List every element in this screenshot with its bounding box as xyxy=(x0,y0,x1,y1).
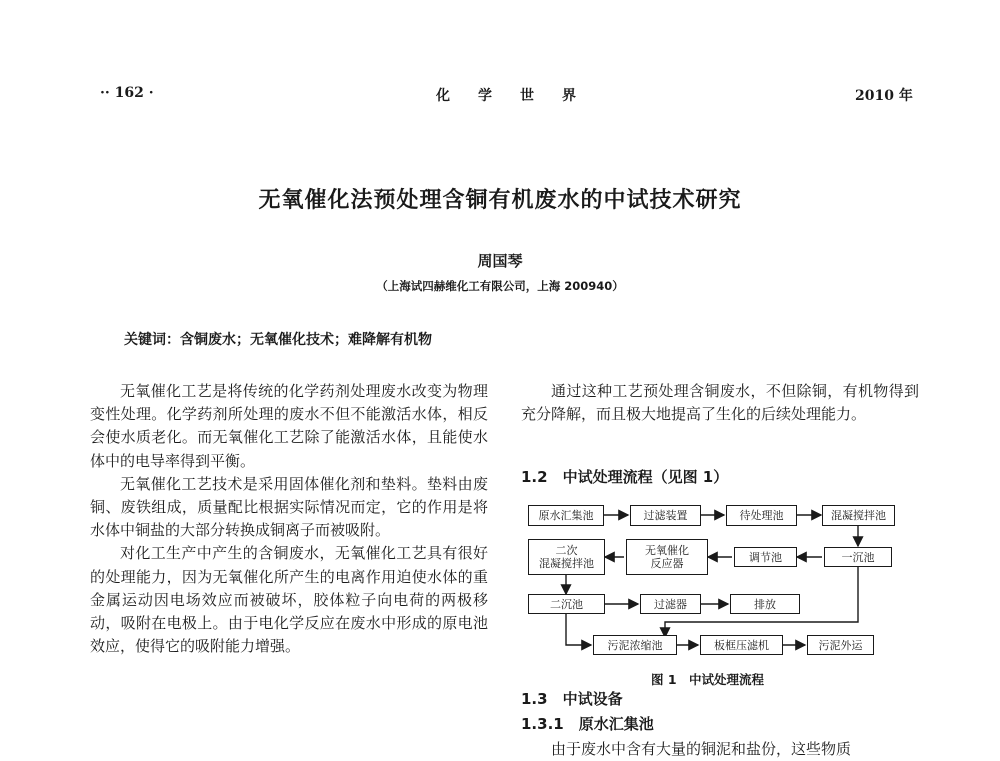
article-author: 周国琴 xyxy=(477,252,523,270)
box-pending-pool: 待处理池 xyxy=(726,505,797,526)
keywords: 关键词：含铜废水；无氧催化技术；难降解有机物 xyxy=(124,332,432,348)
box-secondary-coagulation xyxy=(528,539,605,575)
figure-caption: 图 1 中试处理流程 xyxy=(651,672,765,687)
box-coagulation-tank: 混凝搅拌池 xyxy=(822,505,895,526)
article-title: 无氧催化法预处理含铜有机废水的中试技术研究 xyxy=(258,188,742,213)
box-line: 无氧催化 xyxy=(645,544,689,557)
section-heading-1-2: 1.2 中试处理流程（见图 1） xyxy=(521,468,729,486)
page-number: ·· 162 · xyxy=(100,85,154,101)
box-line: 混凝搅拌池 xyxy=(539,557,594,570)
box-regulating-pool: 调节池 xyxy=(734,547,797,567)
paragraph: 通过这种工艺预处理含铜废水，不但除铜，有机物得到充分降解，而且极大地提高了生化的后续处理能力。 xyxy=(521,382,919,424)
box-primary-settling: 一沉池 xyxy=(824,547,892,567)
section-heading-1-3-1: 1.3.1 原水汇集池 xyxy=(521,715,654,733)
journal-year: 2010 年 xyxy=(855,88,913,104)
paragraph: 由于废水中含有大量的铜泥和盐份，这些物质 xyxy=(551,740,852,758)
box-secondary-settling: 二沉池 xyxy=(528,594,605,614)
box-sludge-thickener: 污泥浓缩池 xyxy=(593,635,677,655)
box-line: 反应器 xyxy=(650,557,684,570)
paragraph: 无氧催化工艺是将传统的化学药剂处理废水改变为物理变性处理。化学药剂所处理的废水不但不能激活水体，相反会使水质老化。而无氧催化工艺除了能激活水体，且能使水体中的电导率得到平衡。 xyxy=(90,382,488,470)
paragraph: 对化工生产中产生的含铜废水，无氧催化工艺具有很好的处理能力，因为无氧催化所产生的电离作用迫使水体的重金属运动因电场效应而被破坏，胶体粒子向电荷的两极移动，吸附在电极上。由于电化学反应在废水中形成的原电池效应，使得它的吸附能力增强。 xyxy=(90,544,488,656)
section-heading-1-3: 1.3 中试设备 xyxy=(521,690,623,708)
paragraph: 无氧催化工艺技术是采用固体催化剂和垫料。垫料由废铜、废铁组成，质量配比根据实际情况而定，它的作用是将水体中铜盐的大部分转换成铜离子而被吸附。 xyxy=(90,474,488,540)
author-affiliation: （上海试四赫维化工有限公司，上海 200940） xyxy=(376,279,624,293)
box-filter: 过滤器 xyxy=(640,594,701,614)
box-sludge-removal: 污泥外运 xyxy=(807,635,874,655)
box-filter-device: 过滤装置 xyxy=(630,505,701,526)
journal-name: 化学世界 xyxy=(436,88,604,104)
box-raw-water-pool: 原水汇集池 xyxy=(528,505,604,526)
box-filter-press: 板框压滤机 xyxy=(700,635,783,655)
right-column-bottom xyxy=(521,738,919,761)
box-discharge: 排放 xyxy=(730,594,800,614)
box-line: 二次 xyxy=(555,544,578,557)
box-catalytic-reactor xyxy=(626,539,708,575)
